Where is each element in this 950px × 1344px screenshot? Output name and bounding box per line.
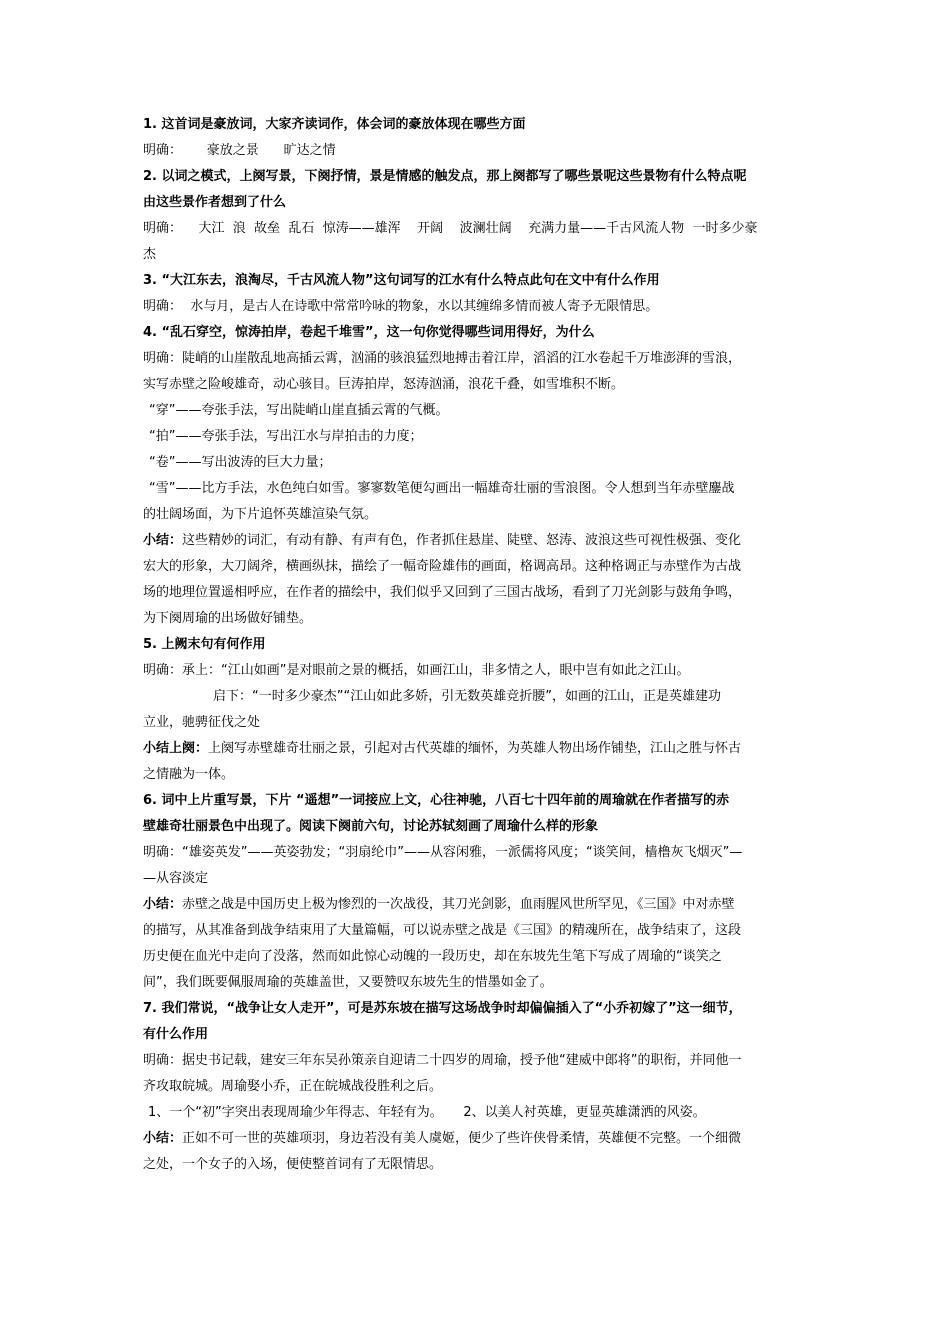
line-text: 立业，驰骋征伐之处 <box>143 715 261 730</box>
line-text: 1、一个“初”字突出表现周瑜少年得志、年轻有为。 2、以美人衬英雄，更显英雄潇洒的风姿。 <box>148 1105 706 1120</box>
line-text: 的描写，从其准备到战争结束用了大量篇幅，可以说赤壁之战是《三国》的精魂所在，战争结束了，这段 <box>143 923 742 938</box>
text-line <box>143 528 813 554</box>
line-text: 这些精妙的词汇，有动有静、有声有色，作者抓住悬崖、陡壁、怒涛、波浪这些可视性极强、变化 <box>182 533 742 548</box>
question-line <box>143 268 813 294</box>
text-line <box>143 970 813 996</box>
line-text: 6. 词中上片重写景，下片 “遥想”一词接应上文，心往神驰，八百七十四年前的周瑜就在作者描写的赤 <box>143 793 730 808</box>
line-text: 明确：承上：“江山如画”是对眼前之景的概括，如画江山，非多情之人，眼中岂有如此之江山。 <box>143 663 690 678</box>
text-line <box>143 658 813 684</box>
text-line <box>143 1048 813 1074</box>
line-text: 4. “乱石穿空，惊涛拍岸，卷起千堆雪”，这一句你觉得哪些词用得好，为什么 <box>143 325 595 340</box>
question-line <box>143 632 813 658</box>
text-line <box>143 242 813 268</box>
text-line <box>143 1074 813 1100</box>
text-line <box>143 1126 813 1152</box>
text-line <box>143 1152 813 1178</box>
question-line <box>143 190 813 216</box>
summary-label: 小结： <box>143 533 183 548</box>
text-line <box>143 450 813 476</box>
line-text: 有什么作用 <box>143 1027 209 1042</box>
line-text: 之处，一个女子的入场，便使整首词有了无限情思。 <box>143 1157 443 1172</box>
text-line <box>143 398 813 424</box>
line-text: 历史便在血光中走向了没落，然而如此惊心动魄的一段历史，却在东坡先生笔下写成了周瑜的“谈笑之 <box>143 949 722 964</box>
line-text: 明确： 水与月，是古人在诗歌中常常吟咏的物象，水以其缠绵多情而被人寄予无限情思。 <box>143 299 659 314</box>
question-line <box>143 814 813 840</box>
summary-label: 小结： <box>143 897 183 912</box>
line-text: 壁雄奇壮丽景色中出现了。阅读下阕前六句，讨论苏轼刻画了周瑜什么样的形象 <box>143 819 599 834</box>
text-line <box>143 762 813 788</box>
line-text: 7. 我们常说，“战争让女人走开”，可是苏东坡在描写这场战争时却偏偏插入了“小乔初嫁了”这一细节， <box>143 1001 742 1016</box>
line-text: 由这些景作者想到了什么 <box>143 195 287 210</box>
line-text: 齐攻取皖城。周瑜娶小乔，正在皖城战役胜利之后。 <box>143 1079 443 1094</box>
text-line <box>143 294 813 320</box>
text-line <box>143 424 813 450</box>
line-text: 明确： 大江 浪 故垒 乱石 惊涛——雄浑 开阔 波澜壮阔 充满力量——千古风流人物 一时多少豪 <box>143 221 758 236</box>
summary-label: 小结： <box>143 1131 183 1146</box>
text-line <box>143 554 813 580</box>
text-line <box>143 476 813 502</box>
line-text: 的壮阔场面，为下片追怀英雄渲染气氛。 <box>143 507 378 522</box>
line-text: 3. “大江东去，浪淘尽，千古风流人物”这句词写的江水有什么特点此句在文中有什么作用 <box>143 273 660 288</box>
question-line <box>143 996 813 1022</box>
text-line <box>143 1100 813 1126</box>
text-line <box>143 918 813 944</box>
line-text: —从容淡定 <box>143 871 209 886</box>
line-text: 正如不可一世的英雄项羽，身边若没有美人虞姬，便少了些许侠骨柔情，英雄便不完整。一个细微 <box>182 1131 742 1146</box>
question-line <box>143 320 813 346</box>
line-text: 之情融为一体。 <box>143 767 235 782</box>
line-text: 5. 上阙末句有何作用 <box>143 637 266 652</box>
line-text: 间”，我们既要佩服周瑜的英雄盖世，又要赞叹东坡先生的惜墨如金了。 <box>143 975 553 990</box>
text-line <box>143 866 813 892</box>
text-line <box>143 944 813 970</box>
line-text: 1. 这首词是豪放词，大家齐读词作，体会词的豪放体现在哪些方面 <box>143 117 526 132</box>
question-line <box>143 1022 813 1048</box>
line-text: “拍”——夸张手法，写出江水与岸拍击的力度； <box>149 429 423 444</box>
line-text: 上阕写赤壁雄奇壮丽之景，引起对古代英雄的缅怀，为英雄人物出场作铺垫，江山之胜与怀古 <box>208 741 742 756</box>
summary-label: 小结上阕： <box>143 741 209 756</box>
line-text: 场的地理位置遥相呼应，在作者的描绘中，我们似乎又回到了三国古战场，看到了刀光剑影与鼓角争鸣， <box>143 585 742 600</box>
text-line <box>143 580 813 606</box>
line-text: 明确：陡峭的山崖散乱地高插云霄，汹涌的骇浪猛烈地搏击着江岸，滔滔的江水卷起千万堆澎湃的雪浪， <box>143 351 742 366</box>
line-text: 宏大的形象，大刀阔斧，横画纵抹，描绘了一幅奇险雄伟的画面，格调高昂。这种格调正与赤壁作为古战 <box>143 559 742 574</box>
text-line <box>143 502 813 528</box>
line-text: 2. 以词之模式，上阕写景，下阕抒情，景是情感的触发点，那上阕都写了哪些景呢这些景物有什么特点呢 <box>143 169 747 184</box>
text-line <box>143 216 813 242</box>
line-text: “雪”——比方手法，水色纯白如雪。寥寥数笔便勾画出一幅雄奇壮丽的雪浪图。令人想到当年赤壁鏖战 <box>149 481 735 496</box>
line-text: 明确：“雄姿英发”——英姿勃发；“羽扇纶巾”——从容闲雅，一派儒将风度；“谈笑间，樯橹灰飞烟灭”— <box>143 845 743 860</box>
line-text: 实写赤壁之险峻雄奇，动心骇目。巨涛拍岸，怒涛汹涌，浪花千叠，如雪堆积不断。 <box>143 377 625 392</box>
text-line <box>143 684 813 710</box>
text-line <box>143 606 813 632</box>
line-text: 赤壁之战是中国历史上极为惨烈的一次战役，其刀光剑影，血雨腥风世所罕见，《三国》中对赤壁 <box>182 897 735 912</box>
question-line <box>143 788 813 814</box>
text-line <box>143 372 813 398</box>
line-text: 明确：据史书记载，建安三年东吴孙策亲自迎请二十四岁的周瑜，授予他“建威中郎将”的职衔，并同他一 <box>143 1053 742 1068</box>
document-body <box>143 112 813 1178</box>
question-line <box>143 164 813 190</box>
text-line <box>143 710 813 736</box>
line-text: 为下阕周瑜的出场做好铺垫。 <box>143 611 313 626</box>
text-line <box>143 346 813 372</box>
text-line <box>143 138 813 164</box>
line-text: “穿”——夸张手法，写出陡峭山崖直插云霄的气概。 <box>149 403 449 418</box>
question-line <box>143 112 813 138</box>
text-line <box>143 892 813 918</box>
line-text: 启下：“一时多少豪杰”“江山如此多娇，引无数英雄竞折腰”，如画的江山，正是英雄建功 <box>213 689 721 704</box>
line-text: 杰 <box>143 247 157 262</box>
text-line <box>143 840 813 866</box>
line-text: “卷”——写出波涛的巨大力量； <box>149 455 332 470</box>
line-text: 明确： 豪放之景 旷达之情 <box>143 143 336 158</box>
text-line <box>143 736 813 762</box>
